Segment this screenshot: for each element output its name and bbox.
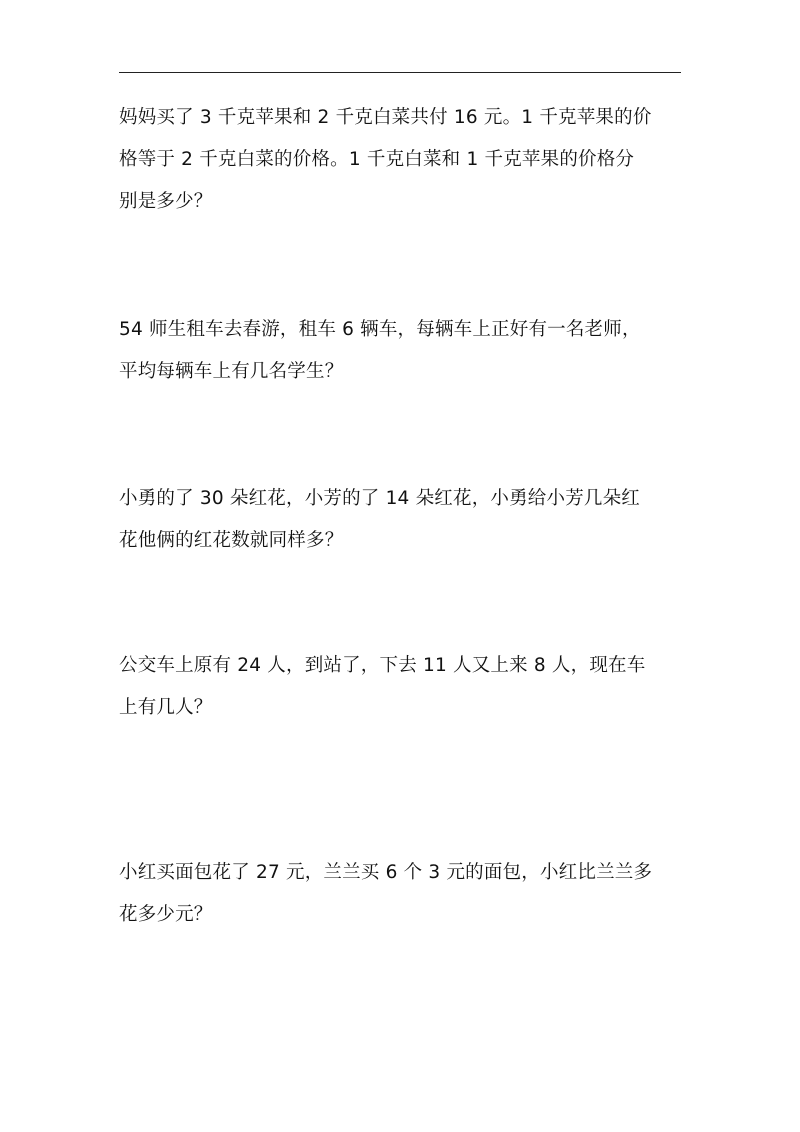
problem-line: 花他俩的红花数就同样多？	[119, 530, 344, 551]
problem-4	[119, 645, 681, 729]
problem-line: 上有几人？	[119, 697, 213, 718]
problem-line: 公交车上原有 24 人，到站了，下去 11 人又上来 8 人，现在车	[119, 655, 646, 676]
problem-line: 54 师生租车去春游，租车 6 辆车，每辆车上正好有一名老师，	[119, 319, 641, 340]
problem-2	[119, 309, 681, 393]
problem-line: 格等于 2 千克白菜的价格。1 千克白菜和 1 千克苹果的价格分	[119, 149, 635, 170]
problem-line: 小红买面包花了 27 元，兰兰买 6 个 3 元的面包，小红比兰兰多	[119, 862, 653, 883]
problem-5	[119, 852, 681, 936]
header-rule	[119, 72, 681, 73]
problem-line: 妈妈买了 3 千克苹果和 2 千克白菜共付 16 元。1 千克苹果的价	[119, 107, 652, 128]
problem-line: 别是多少？	[119, 191, 213, 212]
problem-1	[119, 97, 681, 223]
problem-line: 花多少元？	[119, 904, 213, 925]
problem-line: 平均每辆车上有几名学生？	[119, 361, 344, 382]
problem-3	[119, 478, 681, 562]
problem-line: 小勇的了 30 朵红花，小芳的了 14 朵红花，小勇给小芳几朵红	[119, 488, 641, 509]
